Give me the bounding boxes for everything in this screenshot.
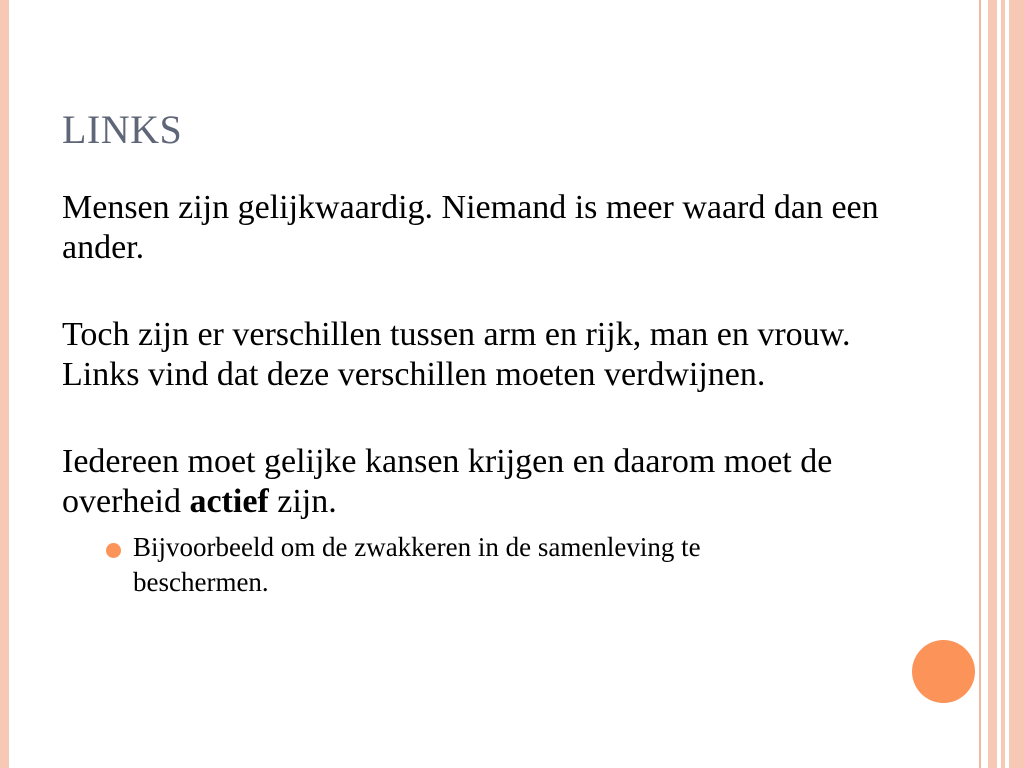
- stripe: [1009, 0, 1024, 768]
- sub-bullet-item: [62, 530, 773, 600]
- paragraph-differences: Toch zijn er verschillen tussen arm en rijk, man en vrouw. Links vind dat deze verschillen moeten verdwijnen.: [62, 316, 851, 393]
- slide-content: [62, 188, 882, 600]
- bold-word: actief: [189, 483, 269, 520]
- left-border-decoration: [0, 0, 9, 768]
- accent-circle-decoration: [912, 640, 975, 703]
- right-stripe-decoration: [979, 0, 1024, 768]
- paragraph-text-end: zijn.: [268, 483, 337, 520]
- paragraph-equality: Mensen zijn gelijkwaardig. Niemand is meer waard dan een ander.: [62, 189, 879, 266]
- stripe: [979, 0, 981, 768]
- paragraph-opportunities: [62, 442, 882, 522]
- stripe: [1001, 0, 1005, 768]
- sub-bullet-text: Bijvoorbeeld om de zwakkeren in de samenleving te beschermen.: [133, 532, 701, 597]
- stripe: [988, 0, 997, 768]
- slide-title: LINKS: [62, 107, 183, 152]
- paragraph-text: Iedereen moet gelijke kansen krijgen en daarom moet de overheid: [62, 443, 833, 520]
- bullet-dot-icon: [106, 543, 121, 558]
